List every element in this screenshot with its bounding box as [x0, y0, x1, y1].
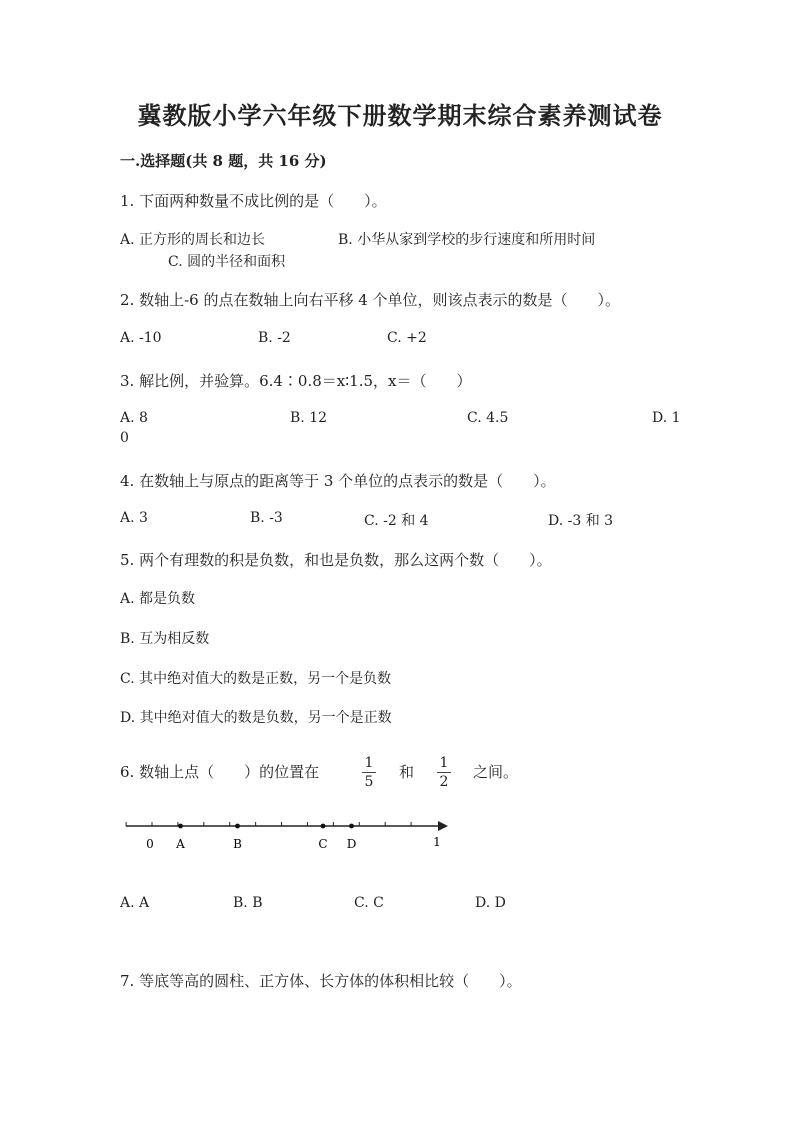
question-2-option-a[interactable]: A. -10	[120, 330, 162, 346]
number-line-figure	[120, 810, 460, 860]
fraction-one-half-numerator: 1	[439, 755, 449, 771]
question-6-option-d[interactable]: D. D	[475, 895, 506, 911]
question-1-option-c[interactable]: C. 圆的半径和面积	[168, 254, 286, 270]
question-4-option-c[interactable]: C. -2 和 4	[364, 513, 429, 529]
number-line-arrow-icon	[438, 821, 448, 831]
question-3-stem: 3. 解比例，并验算。6.4∶0.8＝x∶1.5，x＝（ ）	[120, 372, 472, 390]
question-2-option-b[interactable]: B. -2	[258, 330, 291, 346]
number-line-point-label: C	[318, 837, 328, 851]
question-4-stem: 4. 在数轴上与原点的距离等于 3 个单位的点表示的数是（ ）。	[120, 472, 556, 490]
question-1-stem: 1. 下面两种数量不成比例的是（ ）。	[120, 192, 387, 210]
question-6-option-c[interactable]: C. C	[354, 895, 384, 911]
number-line-point-c	[321, 824, 326, 829]
question-3-option-a[interactable]: A. 8	[120, 410, 148, 426]
number-line-point-b	[235, 824, 240, 829]
number-line-point-label: A	[176, 837, 185, 851]
fraction-one-half	[437, 755, 451, 790]
question-7-stem: 7. 等底等高的圆柱、正方体、长方体的体积相比较（ ）。	[120, 972, 522, 990]
question-3-option-c[interactable]: C. 4.5	[467, 410, 509, 426]
question-4-option-d[interactable]: D. -3 和 3	[548, 513, 614, 529]
question-3-option-d[interactable]: D. 1	[652, 410, 681, 426]
question-2-stem: 2. 数轴上-6 的点在数轴上向右平移 4 个单位，则该点表示的数是（ ）。	[120, 291, 621, 309]
number-line-one-label: 1	[433, 835, 441, 849]
number-line-point-label: B	[233, 837, 242, 851]
question-5-option-a[interactable]: A. 都是负数	[120, 591, 196, 607]
question-2-option-c[interactable]: C. +2	[387, 330, 427, 346]
number-line-point-d	[349, 824, 354, 829]
fraction-one-half-denominator: 2	[439, 774, 449, 790]
fraction-one-fifth	[362, 755, 376, 790]
question-5-option-b[interactable]: B. 互为相反数	[120, 631, 210, 647]
question-6-option-a[interactable]: A. A	[120, 895, 150, 911]
section-heading: 一.选择题(共 8 题，共 16 分)	[120, 152, 327, 170]
question-5-stem: 5. 两个有理数的积是负数，和也是负数，那么这两个数（ ）。	[120, 551, 552, 569]
fraction-one-fifth-numerator: 1	[364, 755, 374, 771]
question-4-option-b[interactable]: B. -3	[250, 510, 283, 526]
question-1-option-a[interactable]: A. 正方形的周长和边长	[120, 232, 266, 248]
question-4-option-a[interactable]: A. 3	[120, 510, 148, 526]
page-title: 冀教版小学六年级下册数学期末综合素养测试卷	[137, 101, 663, 130]
fraction-one-fifth-denominator: 5	[364, 774, 374, 790]
question-6-stem: 6. 数轴上点（ ）的位置在	[120, 763, 320, 781]
question-6-stem-end: 之间。	[473, 763, 519, 781]
question-1-option-b[interactable]: B. 小华从家到学校的步行速度和所用时间	[338, 232, 596, 248]
question-6-option-b[interactable]: B. B	[233, 895, 263, 911]
fraction-bar	[362, 772, 376, 773]
question-5-option-d[interactable]: D. 其中绝对值大的数是负数，另一个是正数	[120, 710, 392, 726]
question-5-option-c[interactable]: C. 其中绝对值大的数是正数，另一个是负数	[120, 671, 392, 687]
question-3-option-d-wrap: 0	[120, 430, 129, 446]
fraction-bar	[437, 772, 451, 773]
number-line-point-a	[178, 824, 183, 829]
question-3-option-b[interactable]: B. 12	[290, 410, 328, 426]
question-6-connector: 和	[399, 763, 415, 781]
number-line-zero-label: 0	[146, 837, 154, 851]
number-line-point-label: D	[346, 837, 357, 851]
